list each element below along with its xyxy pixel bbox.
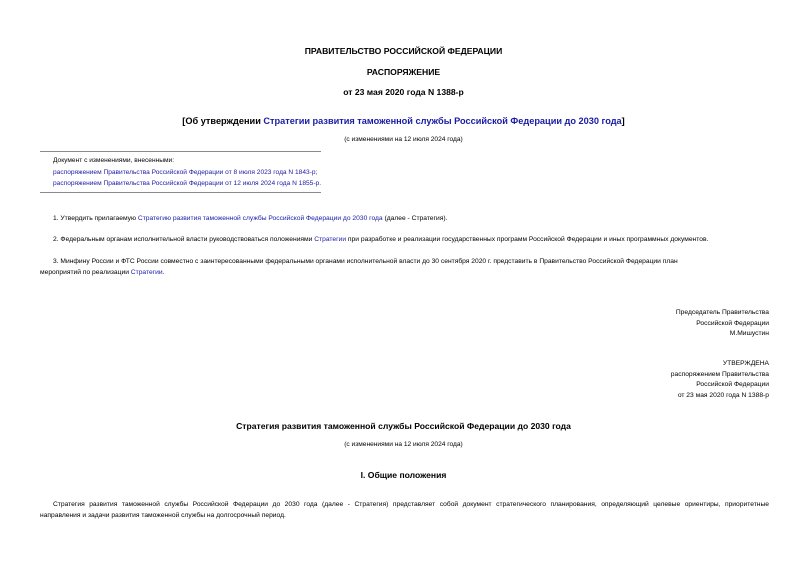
title-prefix: [Об утверждении (182, 116, 264, 126)
paragraph-2-text: 2. Федеральным органам исполнительной власти руководствоваться положениями (53, 236, 315, 243)
signature-country: Российской Федерации (696, 319, 769, 327)
strategy-revision-note: (с изменениями на 12 июля 2024 года) (344, 441, 463, 448)
paragraph-1 (53, 214, 447, 225)
strategy-link-p1[interactable]: Стратегию развития таможенной службы Российской Федерации до 2030 года (137, 215, 383, 222)
paragraph-2 (53, 235, 708, 246)
strategy-link-p2[interactable]: Стратегии (314, 236, 347, 243)
government-heading: ПРАВИТЕЛЬСТВО РОССИЙСКОЙ ФЕДЕРАЦИИ (304, 46, 503, 56)
paragraph-1-text: 1. Утвердить прилагаемую (53, 215, 138, 222)
strategy-heading: Стратегия развития таможенной службы Российской Федерации до 2030 года (236, 421, 571, 431)
signature-position: Председатель Правительства (675, 309, 769, 316)
changes-top-divider (40, 151, 321, 152)
signature-name: М.Мишустин (729, 330, 769, 337)
paragraph-3-line1: 3. Минфину России и ФТС России совместно с заинтересованными федеральными органами исполнительной власти до 30 сентября 2020 г. представить в Правительство Российской Федерации план (53, 258, 678, 265)
section-heading: I. Общие положения (360, 470, 447, 480)
paragraph-2-tail: при разработке и реализации государственных программ Российской Федерации и иных программных документов. (346, 236, 709, 243)
revision-note: (с изменениями на 12 июля 2024 года) (344, 136, 463, 143)
document-title (0, 116, 807, 126)
change-link-2023[interactable]: распоряжением Правительства Российской Федерации от 8 июля 2023 года N 1843-р; (53, 168, 318, 176)
paragraph-3-line2: мероприятий по реализации (40, 268, 131, 276)
paragraph-3 (40, 257, 769, 268)
document-date-number: от 23 мая 2020 года N 1388-р (343, 87, 464, 97)
approved-heading: УТВЕРЖДЕНА (722, 360, 769, 367)
changes-block (53, 155, 321, 190)
strategy-paragraph-line1: Стратегия развития таможенной службы Российской Федерации до 2030 года (далее - Стратегия) представляет собой документ стратегического планирования, определяющий целевые ориентиры, приоритетные (53, 501, 769, 508)
strategy-link-p3[interactable]: Стратегии (130, 268, 163, 276)
approved-date-number: от 23 мая 2020 года N 1388-р (677, 391, 769, 399)
approved-by: распоряжением Правительства (670, 370, 769, 378)
document-type-heading: РАСПОРЯЖЕНИЕ (366, 67, 441, 77)
signature-block (676, 308, 769, 340)
paragraph-3-tail: . (162, 268, 165, 276)
approved-block (671, 359, 769, 401)
approved-country: Российской Федерации (696, 381, 769, 388)
paragraph-1-tail: (далее - Стратегия). (382, 215, 448, 222)
changes-bottom-divider (40, 192, 321, 193)
paragraph-3-cont (40, 268, 164, 279)
changes-intro: Документ с изменениями, внесенными: (53, 157, 175, 164)
change-link-2024[interactable]: распоряжением Правительства Российской Федерации от 12 июля 2024 года N 1855-р. (53, 180, 322, 187)
title-suffix: ] (621, 116, 625, 126)
strategy-paragraph-line2: направления и задачи развития таможенной службы на долгосрочный период. (40, 511, 286, 519)
strategy-title-link[interactable]: Стратегии развития таможенной службы Российской Федерации до 2030 года (263, 116, 622, 126)
